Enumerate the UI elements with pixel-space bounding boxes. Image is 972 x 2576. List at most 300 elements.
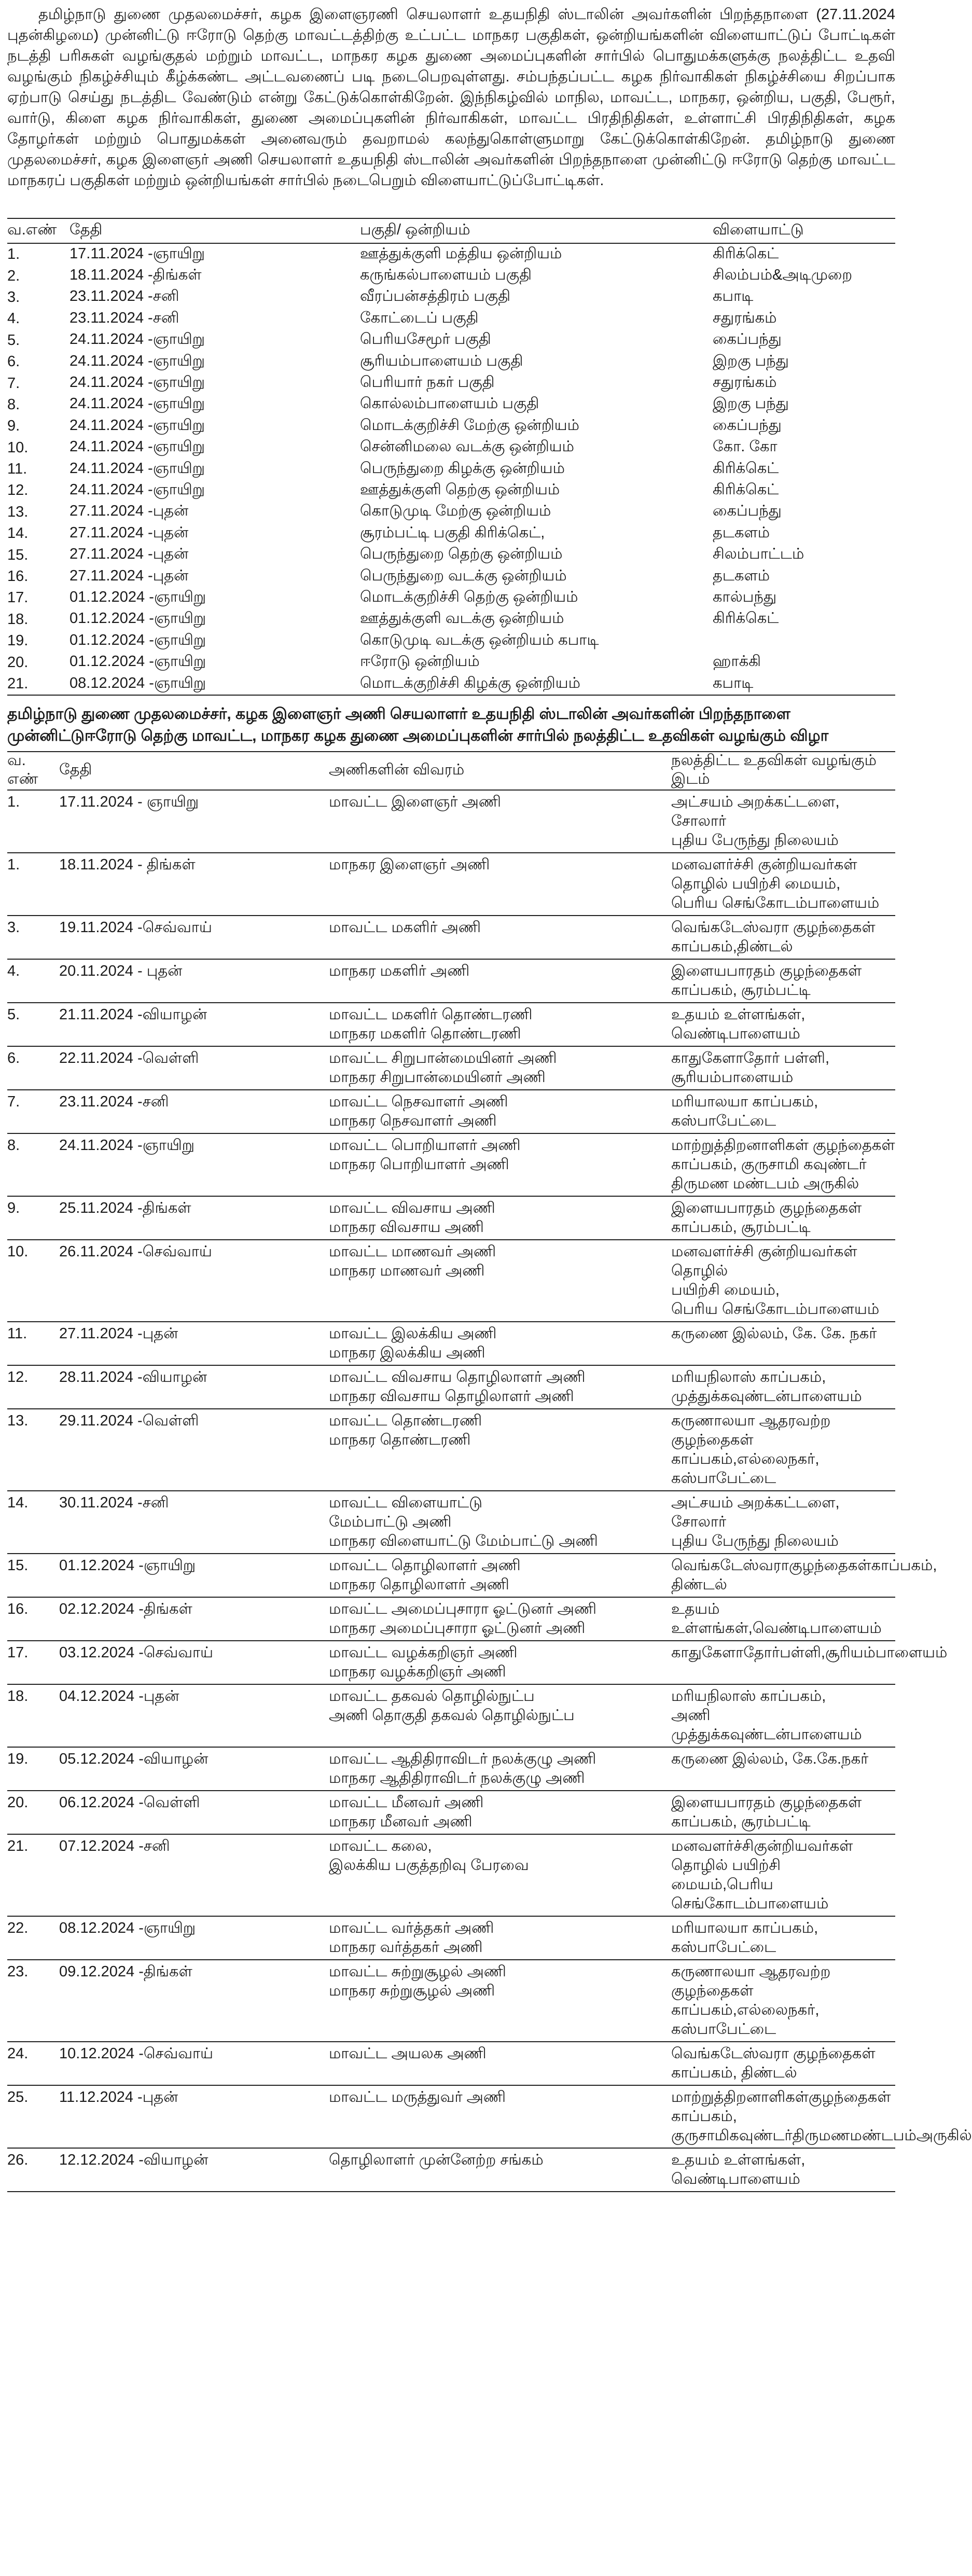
venue-cell: [671, 1491, 895, 1554]
serial-cell: 10.: [7, 439, 29, 456]
wing-line: மாவட்ட மாணவர் அணி: [329, 1243, 496, 1260]
wing-cell: [329, 1641, 671, 1684]
serial-cell: 21.: [7, 675, 29, 692]
date-cell: 23.11.2024 -சனி: [59, 1093, 169, 1110]
wing-cell: [329, 853, 671, 916]
column-header: தேதி: [70, 221, 103, 238]
wing-line: மாவட்ட கலை,: [329, 1838, 432, 1854]
wing-line: மாநகர இளைஞர் அணி: [329, 856, 490, 873]
date-cell: 24.11.2024 -ஞாயிறு: [59, 1137, 195, 1154]
serial-cell: 25.: [7, 2089, 29, 2106]
table-row: [7, 1916, 895, 1960]
table-header-row: [7, 752, 895, 790]
venue-line: காப்பகம், சூரம்பட்டி: [671, 1813, 811, 1830]
serial-cell: 20.: [7, 654, 29, 671]
area-cell: பெருந்துறை தெற்கு ஒன்றியம்: [360, 546, 563, 563]
table-row: [7, 1554, 895, 1597]
sport-cell: சிலம்பாட்டம்: [713, 546, 804, 563]
sport-cell: இறகு பந்து: [713, 395, 789, 412]
table-row: [7, 2148, 895, 2192]
wing-cell: [329, 1090, 671, 1133]
wing-line: மாவட்ட நெசவாளர் அணி: [329, 1093, 508, 1110]
date-cell: 10.12.2024 -செவ்வாய்: [59, 2045, 214, 2062]
date-cell: 24.11.2024 -ஞாயிறு: [70, 374, 205, 391]
venue-line: மரியநிலாஸ் காப்பகம்,: [671, 1688, 826, 1705]
wing-line: மாநகர மகளிர் அணி: [329, 963, 470, 979]
column-header: நலத்திட்ட உதவிகள் வழங்கும் இடம்: [671, 752, 877, 787]
serial-cell: 13.: [7, 1412, 29, 1429]
wing-line: மாநகர நெசவாளர் அணி: [329, 1113, 497, 1129]
wing-line: மாநகர தொழிலாளர் அணி: [329, 1576, 509, 1593]
wing-line: மாவட்ட பொறியாளர் அணி: [329, 1137, 521, 1154]
section-heading: தமிழ்நாடு துணை முதலமைச்சர், கழக இளைஞர் அணி செயலாளர் உதயநிதி ஸ்டாலின் அவர்களின் பிறந்தநாளை முன்னிட்டுஈரோடு தெற்கு மாவட்ட, மாநகர கழக துணை அமைப்புகளின் சார்பில் நலத்திட்ட உதவிகள் வழங்கும் விழா: [7, 705, 829, 744]
venue-line: காப்பகம், சூரம்பட்டி: [671, 982, 811, 999]
table-row: [7, 2042, 895, 2085]
wing-cell: [329, 1597, 671, 1641]
serial-cell: 17.: [7, 1644, 29, 1661]
date-cell: 24.11.2024 -ஞாயிறு: [70, 438, 205, 455]
date-cell: 21.11.2024 -வியாழன்: [59, 1006, 207, 1023]
venue-cell: [671, 1046, 895, 1090]
venue-line: வெங்கடேஸ்வரா குழந்தைகள்: [671, 919, 876, 936]
table-row: [7, 1003, 895, 1046]
venue-cell: [671, 1554, 937, 1597]
serial-cell: 24.: [7, 2045, 29, 2062]
date-cell: 02.12.2024 -திங்கள்: [59, 1601, 192, 1617]
serial-cell: 18.: [7, 1688, 29, 1705]
serial-cell: 16.: [7, 1601, 29, 1617]
sport-cell: கபாடி: [713, 288, 754, 305]
date-cell: 18.11.2024 - திங்கள்: [59, 856, 196, 873]
wing-line: மாவட்ட விவசாய தொழிலாளர் அணி: [329, 1369, 586, 1386]
sport-cell: கிரிக்கெட்: [713, 481, 779, 498]
venue-line: காப்பகம், குருசாமி கவுண்டர்: [671, 1156, 867, 1173]
venue-line: மனவளர்ச்சி குன்றியவர்கள்: [671, 856, 857, 873]
sport-cell: [713, 630, 895, 652]
serial-cell: 16.: [7, 568, 29, 585]
area-cell: பெருந்துறை கிழக்கு ஒன்றியம்: [360, 460, 565, 477]
wing-cell: [329, 1409, 671, 1491]
column-header: தேதி: [59, 761, 92, 778]
venue-cell: [671, 1791, 895, 1834]
venue-line: கஸ்பாபேட்டை: [671, 2021, 776, 2038]
table-row: [7, 1597, 895, 1641]
table-row: [7, 1240, 895, 1322]
venue-line: கருணாலயா ஆதரவற்ற: [671, 1963, 831, 1980]
table-row: [7, 1684, 895, 1747]
table-header-row: [7, 218, 895, 243]
venue-line: உதயம் உள்ளங்கள்,: [671, 1006, 806, 1023]
venue-line: கருணை இல்லம், கே. கே. நகர்: [671, 1325, 877, 1342]
date-cell: 01.12.2024 -ஞாயிறு: [70, 610, 206, 627]
wing-line: மாநகர மகளிர் தொண்டரணி: [329, 1026, 521, 1042]
serial-cell: 11.: [7, 461, 27, 478]
table-row: [7, 1322, 895, 1365]
venue-cell: [671, 1196, 895, 1240]
serial-cell: 13.: [7, 503, 29, 520]
date-cell: 17.11.2024 - ஞாயிறு: [59, 794, 199, 810]
date-cell: 17.11.2024 -ஞாயிறு: [70, 245, 205, 262]
wing-cell: [329, 1684, 671, 1747]
table-row: [7, 1491, 895, 1554]
area-cell: கோட்டைப் பகுதி: [360, 309, 479, 326]
venue-cell: [671, 2042, 895, 2085]
serial-cell: 6.: [7, 353, 20, 370]
date-cell: 24.11.2024 -ஞாயிறு: [70, 395, 205, 412]
venue-line: மாற்றுத்திறனாளிகள்குழந்தைகள் காப்பகம்,: [671, 2089, 891, 2125]
date-cell: 30.11.2024 -சனி: [59, 1494, 169, 1511]
venue-line: கஸ்பாபேட்டை: [671, 1113, 776, 1129]
column-header: வ.எண்: [7, 221, 57, 238]
serial-cell: 2.: [7, 267, 20, 284]
table-row: [7, 243, 895, 265]
venue-line: மனவளர்ச்சிகுன்றியவர்கள் தொழில் பயிற்சி: [671, 1838, 853, 1874]
area-cell: கருங்கல்பாளையம் பகுதி: [360, 267, 532, 284]
serial-cell: 3.: [7, 288, 20, 306]
date-cell: 22.11.2024 -வெள்ளி: [59, 1050, 199, 1067]
serial-cell: 17.: [7, 589, 29, 606]
venue-cell: [671, 1916, 895, 1960]
area-cell: ஊத்துக்குளி தெற்கு ஒன்றியம்: [360, 481, 560, 498]
sport-cell: கபாடி: [713, 674, 754, 691]
venue-line: மனவளர்ச்சி குன்றியவர்கள் தொழில்: [671, 1243, 857, 1279]
sport-cell: கிரிக்கெட்: [713, 460, 779, 477]
venue-cell: [671, 1409, 895, 1491]
wing-line: தொழிலாளர் முன்னேற்ற சங்கம்: [329, 2152, 544, 2168]
sport-cell: கைப்பந்து: [713, 503, 782, 520]
wing-line: மாவட்ட சுற்றுசூழல் அணி: [329, 1963, 506, 1980]
venue-line: மரியாலயா காப்பகம்,: [671, 1093, 818, 1110]
date-cell: 01.12.2024 -ஞாயிறு: [59, 1557, 196, 1574]
serial-cell: 1.: [7, 794, 20, 810]
date-cell: 29.11.2024 -வெள்ளி: [59, 1412, 199, 1429]
area-cell: சென்னிமலை வடக்கு ஒன்றியம்: [360, 438, 574, 455]
date-cell: 07.12.2024 -சனி: [59, 1838, 170, 1854]
date-cell: 18.11.2024 -திங்கள்: [70, 267, 202, 284]
date-cell: 26.11.2024 -செவ்வாய்: [59, 1243, 212, 1260]
venue-cell: [671, 1365, 895, 1409]
date-cell: 27.11.2024 -புதன்: [70, 567, 189, 584]
venue-cell: [671, 1090, 895, 1133]
serial-cell: 5.: [7, 1006, 20, 1023]
date-cell: 11.12.2024 -புதன்: [59, 2089, 178, 2106]
welfare-schedule-table: [7, 751, 972, 2192]
wing-line: மாவட்ட அயலக அணி: [329, 2045, 487, 2062]
area-cell: ஊத்துக்குளி வடக்கு ஒன்றியம்: [360, 610, 564, 627]
wing-cell: [329, 1046, 671, 1090]
date-cell: 27.11.2024 -புதன்: [70, 524, 189, 541]
serial-cell: 12.: [7, 1369, 29, 1386]
wing-line: மாவட்ட மருத்துவர் அணி: [329, 2089, 506, 2106]
wing-line: மாநகர இலக்கிய அணி: [329, 1345, 485, 1361]
venue-line: புதிய பேருந்து நிலையம்: [671, 1533, 839, 1549]
venue-line: திருமண மண்டபம் அருகில்: [671, 1175, 859, 1192]
sport-cell: தடகளம்: [713, 524, 770, 541]
serial-cell: 5.: [7, 331, 20, 349]
venue-cell: [671, 1834, 895, 1916]
wing-line: மாவட்ட இலக்கிய அணி: [329, 1325, 497, 1342]
table-row: [7, 502, 895, 523]
table-row: [7, 1196, 895, 1240]
venue-cell: [671, 2148, 895, 2192]
wing-cell: [329, 1196, 671, 1240]
table-row: [7, 853, 895, 916]
serial-cell: 1.: [7, 246, 20, 263]
sport-cell: ஹாக்கி: [713, 653, 761, 670]
wing-line: மாநகர வர்த்தகர் அணி: [329, 1939, 483, 1956]
wing-cell: [329, 1240, 671, 1322]
area-cell: சூரம்பட்டி பகுதி கிரிக்கெட்,: [360, 524, 545, 541]
venue-cell: [671, 1240, 895, 1322]
date-cell: 08.12.2024 -ஞாயிறு: [70, 674, 206, 691]
table-row: [7, 265, 895, 286]
table-row: [7, 416, 895, 437]
date-cell: 01.12.2024 -ஞாயிறு: [70, 653, 206, 670]
venue-cell: [671, 1960, 895, 2042]
date-cell: 08.12.2024 -ஞாயிறு: [59, 1920, 196, 1936]
wing-cell: [329, 2042, 671, 2085]
area-cell: ஊத்துக்குளி மத்திய ஒன்றியம்: [360, 245, 562, 262]
intro-paragraph: தமிழ்நாடு துணை முதலமைச்சர், கழக இளைஞரணி செயலாளர் உதயநிதி ஸ்டாலின் அவர்களின் பிறந்தநாளை (27.11.2024 புதன்கிழமை) முன்னிட்டு ஈரோடு தெற்கு மாவட்டத்திற்கு உட்பட்ட மாநகர பகுதிகள், ஒன்றியங்களின் விளையாட்டுப் போட்டிகள் நடத்தி பரிசுகள் வழங்குதல் மற்றும் மாவட்ட, மாநகர கழக துணை அமைப்புகளின் சார்பில் பொதுமக்களுக்கு நலத்திட்ட உதவி வழங்கும் நிகழ்ச்சியும் கீழ்க்கண்ட அட்டவணைப் படி நடைபெறவுள்ளது. சம்பந்தப்பட்ட கழக நிர்வாகிகள் நிகழ்ச்சியை சிறப்பாக ஏற்பாடு செய்து நடத்திட வேண்டும் என்று கேட்டுக்கொள்கிறேன். இந்நிகழ்வில் மாநில, மாவட்ட, மாநகர, ஒன்றிய, பகுதி, பேரூர், வார்டு, கிளை கழக நிர்வாகிகள், துணை அமைப்புகளின் நிர்வாகிகள், மாவட்ட பிரதிநிதிகள், உள்ளாட்சி பிரதிநிதிகள், கழக தோழர்கள் மற்றும் பொதுமக்கள் அனைவரும் தவறாமல் கலந்துகொள்ளுமாறு கேட்டுக்கொள்கிறேன். தமிழ்நாடு துணை முதலமைச்சர், கழக இளைஞர் அணி செயலாளர் உதயநிதி ஸ்டாலின் அவர்களின் பிறந்தநாளை முன்னிட்டு ஈரோடு தெற்கு மாவட்ட மாநகரப் பகுதிகள் மற்றும் ஒன்றியங்கள் சார்பில் நடைபெறும் விளையாட்டுப்போட்டிகள்.: [7, 6, 895, 189]
wing-line: மாநகர சுற்றுசூழல் அணி: [329, 1983, 495, 1999]
sport-cell: கால்பந்து: [713, 588, 777, 605]
table-row: [7, 372, 895, 394]
table-row: [7, 2085, 895, 2148]
date-cell: 24.11.2024 -ஞாயிறு: [70, 417, 205, 434]
venue-line: பெரிய செங்கோடம்பாளையம்: [671, 895, 880, 911]
venue-cell: [671, 2085, 972, 2148]
venue-line: சூரியம்பாளையம்: [671, 1069, 794, 1086]
table-row: [7, 1090, 895, 1133]
table-row: [7, 523, 895, 544]
wing-cell: [329, 1960, 671, 2042]
sport-cell: கோ. கோ: [713, 438, 777, 455]
venue-line: காப்பகம், சூரம்பட்டி: [671, 1219, 811, 1236]
wing-line: மாவட்ட மகளிர் அணி: [329, 919, 481, 936]
column-header: வ. எண்: [7, 752, 38, 787]
wing-line: மாவட்ட இளைஞர் அணி: [329, 794, 501, 810]
venue-line: மரியநிலாஸ் காப்பகம்,: [671, 1369, 826, 1386]
wing-line: மாவட்ட சிறுபான்மையினர் அணி: [329, 1050, 557, 1067]
serial-cell: 15.: [7, 1557, 29, 1574]
wing-cell: [329, 1916, 671, 1960]
wing-line: மாவட்ட ஆதிதிராவிடர் நலக்குழு அணி: [329, 1751, 596, 1767]
wing-cell: [329, 2148, 671, 2192]
wing-cell: [329, 916, 671, 959]
date-cell: 24.11.2024 -ஞாயிறு: [70, 460, 205, 477]
sport-cell: சதுரங்கம்: [713, 309, 777, 326]
wing-cell: [329, 790, 671, 853]
date-cell: 27.11.2024 -புதன்: [59, 1325, 178, 1342]
serial-cell: 21.: [7, 1838, 29, 1854]
date-cell: 23.11.2024 -சனி: [70, 288, 179, 305]
serial-cell: 19.: [7, 632, 29, 649]
table-row: [7, 1791, 895, 1834]
wing-line: மாவட்ட அமைப்புசாரா ஓட்டுனர் அணி: [329, 1601, 597, 1617]
date-cell: 20.11.2024 - புதன்: [59, 963, 183, 979]
serial-cell: 4.: [7, 963, 20, 979]
sport-cell: சிலம்பம்&அடிமுறை: [713, 267, 853, 284]
venue-line: காதுகேளாதோர் பள்ளி,: [671, 1050, 830, 1067]
serial-cell: 14.: [7, 1494, 29, 1511]
venue-line: காப்பகம், திண்டல்: [671, 2065, 797, 2081]
wing-line: மாநகர பொறியாளர் அணி: [329, 1156, 509, 1173]
venue-line: இளையபாரதம் குழந்தைகள்: [671, 1794, 862, 1811]
wing-line: மாவட்ட மகளிர் தொண்டரணி: [329, 1006, 533, 1023]
venue-line: குருசாமிகவுண்டர்திருமணமண்டபம்அருகில்: [671, 2127, 972, 2144]
venue-cell: [671, 853, 895, 916]
sport-cell: கைப்பந்து: [713, 417, 782, 434]
venue-line: மரியாலயா காப்பகம், கஸ்பாபேட்டை: [671, 1920, 818, 1956]
table-row: [7, 480, 895, 501]
venue-line: மையம்,பெரிய செங்கோடம்பாளையம்: [671, 1876, 829, 1912]
serial-cell: 22.: [7, 1920, 29, 1936]
serial-cell: 4.: [7, 310, 20, 327]
date-cell: 06.12.2024 -வெள்ளி: [59, 1794, 200, 1811]
venue-line: இளையபாரதம் குழந்தைகள்: [671, 963, 862, 979]
area-cell: மொடக்குறிச்சி தெற்கு ஒன்றியம்: [360, 588, 578, 605]
venue-line: காப்பகம்,திண்டல்: [671, 938, 793, 955]
table-row: [7, 673, 895, 695]
wing-line: மாநகர வழக்கறிஞர் அணி: [329, 1664, 506, 1680]
serial-cell: 15.: [7, 546, 29, 563]
date-cell: 12.12.2024 -வியாழன்: [59, 2152, 209, 2168]
venue-line: முத்துக்கவுண்டன்பாளையம்: [671, 1388, 862, 1405]
area-cell: பெருந்துறை வடக்கு ஒன்றியம்: [360, 567, 567, 584]
table-row: [7, 394, 895, 416]
venue-line: வெங்கடேஸ்வரா குழந்தைகள்: [671, 2045, 876, 2062]
venue-line: உதயம் உள்ளங்கள், வெண்டிபாளையம்: [671, 2152, 806, 2187]
table-row: [7, 1834, 895, 1916]
wing-line: மாவட்ட விவசாய அணி: [329, 1200, 495, 1216]
wing-cell: [329, 2085, 671, 2148]
serial-cell: 3.: [7, 919, 20, 936]
date-cell: 27.11.2024 -புதன்: [70, 503, 189, 520]
area-cell: சூரியம்பாளையம் பகுதி: [360, 352, 523, 369]
area-cell: மொடக்குறிச்சி மேற்கு ஒன்றியம்: [360, 417, 579, 434]
venue-line: புதிய பேருந்து நிலையம்: [671, 832, 839, 849]
table-row: [7, 330, 895, 351]
venue-line: திண்டல்: [671, 1576, 727, 1593]
date-cell: 27.11.2024 -புதன்: [70, 546, 189, 563]
wing-cell: [329, 1791, 671, 1834]
area-cell: பெரியசேமூர் பகுதி: [360, 331, 491, 348]
venue-line: மாற்றுத்திறனாளிகள் குழந்தைகள்: [671, 1137, 895, 1154]
table-row: [7, 566, 895, 587]
column-header: அணிகளின் விவரம்: [329, 761, 465, 778]
venue-line: குழந்தைகள் காப்பகம்,எல்லைநகர்,: [671, 1983, 820, 2018]
area-cell: ஈரோடு ஒன்றியம்: [360, 653, 480, 670]
venue-cell: [671, 1133, 895, 1196]
date-cell: 23.11.2024 -சனி: [70, 309, 179, 326]
wing-line: மாநகர விளையாட்டு மேம்பாட்டு அணி: [329, 1533, 598, 1549]
serial-cell: 8.: [7, 1137, 20, 1154]
sport-cell: கிரிக்கெட்: [713, 245, 779, 262]
date-cell: 03.12.2024 -செவ்வாய்: [59, 1644, 214, 1661]
table-row: [7, 1960, 895, 2042]
venue-line: கருணாலயா ஆதரவற்ற குழந்தைகள்: [671, 1412, 831, 1448]
sports-schedule-table: [7, 218, 895, 696]
wing-line: மாநகர ஆதிதிராவிடர் நலக்குழு அணி: [329, 1770, 585, 1786]
sport-cell: கைப்பந்து: [713, 331, 782, 348]
area-cell: கொடுமுடி வடக்கு ஒன்றியம் கபாடி: [360, 631, 599, 648]
serial-cell: 23.: [7, 1963, 29, 1980]
venue-cell: [671, 959, 895, 1003]
table-row: [7, 437, 895, 459]
wing-line: மாவட்ட தகவல் தொழில்நுட்ப: [329, 1688, 535, 1705]
serial-cell: 6.: [7, 1050, 20, 1067]
serial-cell: 7.: [7, 375, 20, 392]
date-cell: 19.11.2024 -செவ்வாய்: [59, 919, 212, 936]
table-row: [7, 308, 895, 329]
column-header: விளையாட்டு: [713, 221, 804, 238]
date-cell: 28.11.2024 -வியாழன்: [59, 1369, 207, 1386]
venue-line: பெரிய செங்கோடம்பாளையம்: [671, 1301, 880, 1318]
wing-cell: [329, 1554, 671, 1597]
date-cell: 01.12.2024 -ஞாயிறு: [70, 631, 206, 648]
date-cell: 24.11.2024 -ஞாயிறு: [70, 481, 205, 498]
serial-cell: 18.: [7, 611, 29, 628]
area-cell: கொடுமுடி மேற்கு ஒன்றியம்: [360, 503, 551, 520]
wing-line: மாநகர மாணவர் அணி: [329, 1263, 485, 1279]
area-cell: வீரப்பன்சத்திரம் பகுதி: [360, 288, 511, 305]
venue-cell: [671, 916, 895, 959]
wing-cell: [329, 959, 671, 1003]
venue-cell: [671, 790, 895, 853]
venue-line: அட்சயம் அறக்கட்டளை, சோலார்: [671, 1494, 840, 1530]
date-cell: 01.12.2024 -ஞாயிறு: [70, 588, 206, 605]
date-cell: 24.11.2024 -ஞாயிறு: [70, 352, 205, 369]
table-row: [7, 1046, 895, 1090]
date-cell: 25.11.2024 -திங்கள்: [59, 1200, 191, 1216]
table-row: [7, 916, 895, 959]
date-cell: 24.11.2024 -ஞாயிறு: [70, 331, 205, 348]
serial-cell: 14.: [7, 525, 29, 542]
date-cell: 04.12.2024 -புதன்: [59, 1688, 179, 1705]
serial-cell: 9.: [7, 1200, 20, 1216]
area-cell: பெரியார் நகர் பகுதி: [360, 374, 495, 391]
venue-line: அணி முத்துக்கவுண்டன்பாளையம்: [671, 1707, 862, 1743]
wing-cell: [329, 1133, 671, 1196]
serial-cell: 1.: [7, 856, 20, 873]
venue-line: இளையபாரதம் குழந்தைகள்: [671, 1200, 862, 1216]
table-row: [7, 630, 895, 652]
sport-cell: கிரிக்கெட்: [713, 610, 779, 627]
sport-cell: சதுரங்கம்: [713, 374, 777, 391]
column-header: பகுதி/ ஒன்றியம்: [360, 221, 470, 238]
wing-line: மாவட்ட தொண்டரணி: [329, 1412, 482, 1429]
wing-line: மாநகர தொண்டரணி: [329, 1432, 471, 1448]
wing-line: மேம்பாட்டு அணி: [329, 1514, 452, 1530]
table-row: [7, 1133, 895, 1196]
table-row: [7, 459, 895, 480]
wing-line: மாவட்ட மீனவர் அணி: [329, 1794, 484, 1811]
wing-cell: [329, 1491, 671, 1554]
wing-cell: [329, 1834, 671, 1916]
venue-line: அட்சயம் அறக்கட்டளை, சோலார்: [671, 794, 840, 829]
serial-cell: 19.: [7, 1751, 29, 1767]
table-row: [7, 287, 895, 308]
wing-line: மாவட்ட விளையாட்டு: [329, 1494, 483, 1511]
venue-cell: [671, 1597, 895, 1641]
wing-line: மாநகர அமைப்புசாரா ஓட்டுனர் அணி: [329, 1620, 586, 1637]
table-row: [7, 1747, 895, 1791]
venue-line: காதுகேளாதோர்பள்ளி,சூரியம்பாளையம்: [671, 1644, 948, 1661]
wing-cell: [329, 1003, 671, 1046]
venue-line: தொழில் பயிற்சி மையம்,: [671, 876, 841, 892]
table-row: [7, 1365, 895, 1409]
serial-cell: 12.: [7, 482, 29, 499]
